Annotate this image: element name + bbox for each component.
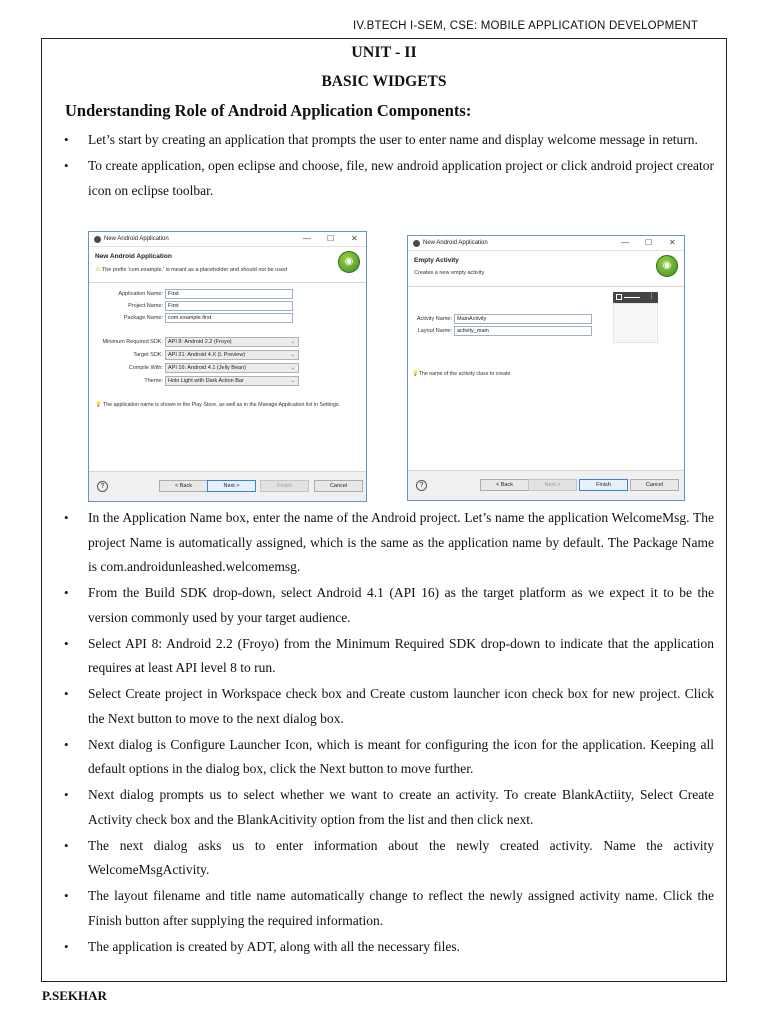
app-icon [616, 294, 622, 300]
bullet-icon: • [64, 938, 69, 954]
list-item: • Let’s start by creating an application that prompts the user to enter name and display welcome message in return. [64, 128, 714, 153]
running-header: IV.BTECH I-SEM, CSE: MOBILE APPLICATION DEVELOPMENT [353, 20, 699, 32]
empty-activity-dialog: New Android Application — ☐ ✕ Empty Activity Creates a new empty activity ◉ ⋮ Activity Name: MainActivity Layout Name: activity_main 💡The name of the activity class to create ? < Back Next > Finish Cancel [407, 235, 685, 501]
bullet-list-bottom [64, 506, 714, 961]
project-name-input[interactable]: First [165, 301, 293, 311]
target-sdk-select[interactable]: API 21: Android 4.X (L Preview) ⌄ [165, 350, 299, 360]
bullet-icon: • [64, 635, 69, 651]
close-icon[interactable]: ✕ [669, 238, 676, 247]
package-name-input[interactable]: com.example.first [165, 313, 293, 323]
eclipse-icon [94, 236, 101, 243]
chevron-down-icon: ⌄ [290, 365, 295, 371]
chevron-down-icon: ⌄ [290, 339, 295, 345]
warning-icon: ⚠ [95, 267, 101, 273]
wizard-banner [89, 247, 366, 283]
cancel-button[interactable]: Cancel [630, 479, 679, 491]
bullet-icon: • [64, 888, 69, 903]
chapter-title: BASIC WIDGETS [321, 73, 447, 90]
bullet-icon: • [64, 158, 69, 173]
minimize-icon[interactable]: — [303, 234, 311, 243]
android-logo-icon: ◉ [656, 255, 678, 277]
wizard-button-bar [89, 471, 366, 501]
list-item: • Next dialog prompts us to select whether we want to create an activity. To create BlankActiity, Select Create Activity check box and the BlankAcitivity option from the list and then click next. [64, 783, 714, 832]
list-item: • Next dialog is Configure Launcher Icon, which is meant for configuring the icon for the application. Keeping all default options in the dialog box, click the Next button to move further. [64, 733, 714, 782]
lightbulb-icon: 💡 [412, 371, 419, 377]
list-item: • Select API 8: Android 2.2 (Froyo) from the Minimum Required SDK drop-down to indicate that the application requires at least API level 8 to run. [64, 632, 714, 681]
dialog-titlebar [408, 236, 684, 251]
author-footer: P.SEKHAR [42, 988, 107, 1003]
list-item: • In the Application Name box, enter the name of the Android project. Let’s name the application WelcomeMsg. The project Name is automatically assigned, which is the same as the application name by default. The Package Name is com.androidunleashed.welcomemsg. [64, 506, 714, 580]
wizard-button-bar [408, 470, 684, 500]
application-name-input[interactable]: First [165, 289, 293, 299]
list-item: • To create application, open eclipse and choose, file, new android application project or click android project creator icon on eclipse toolbar. [64, 154, 714, 203]
close-icon[interactable]: ✕ [351, 234, 358, 243]
hint-text: 💡 The application name is shown in the Play Store, as well as in the Manage Application list in Settings. [95, 402, 341, 408]
activity-preview [613, 303, 658, 343]
bullet-icon: • [64, 787, 69, 802]
help-icon[interactable]: ? [416, 480, 427, 491]
bullet-icon: • [64, 837, 69, 853]
theme-select[interactable]: Holo Light with Dark Action Bar ⌄ [165, 376, 299, 386]
lightbulb-icon: 💡 [95, 402, 102, 408]
list-item: • From the Build SDK drop-down, select Android 4.1 (API 16) as the target platform as we expect it to be the version commonly used by your target audience. [64, 581, 714, 630]
wizard-title: Empty Activity [414, 257, 459, 264]
layout-name-input[interactable]: activity_main [454, 326, 592, 336]
overflow-menu-icon: ⋮ [648, 293, 655, 300]
back-button[interactable]: < Back [480, 479, 529, 491]
bullet-icon: • [64, 736, 69, 752]
finish-button[interactable]: Finish [579, 479, 628, 491]
help-icon[interactable]: ? [97, 481, 108, 492]
chevron-down-icon: ⌄ [290, 378, 295, 384]
list-item: • The application is created by ADT, along with all the necessary files. [64, 935, 714, 960]
back-button[interactable]: < Back [159, 480, 208, 492]
maximize-icon[interactable]: ☐ [327, 234, 335, 243]
bullet-icon: • [64, 132, 69, 147]
wizard-title: New Android Application [95, 253, 172, 260]
list-item: • The layout filename and title name automatically change to reflect the newly assigned activity name. Click the Finish button after supplying the required information. [64, 884, 714, 933]
section-heading: Understanding Role of Android Application Components: [65, 101, 472, 120]
minimize-icon[interactable]: — [621, 238, 629, 247]
minimum-sdk-select[interactable]: API 8: Android 2.2 (Froyo) ⌄ [165, 337, 299, 347]
unit-title: UNIT - II [351, 44, 417, 61]
new-android-application-dialog: New Android Application — ☐ ✕ New Android Application ⚠ The prefix 'com.example.' is meant as a placeholder and should not be used ◉ Application Name: First Project Name: First Package Name: com.example.first Minimum Required SDK: API 8: Android 2.2 (Froyo) ⌄ Target SDK: API 21: Android 4.X (L Preview) ⌄ Compile With: API 16: Android 4.1 (Jelly Bean) ⌄ Theme: Holo Light with Dark Action Bar ⌄ 💡 The application name is shown in the Play Store, as well as in the Manage Application list in Settings. ? < Back Next > Finish Cancel [88, 231, 367, 502]
dialog-titlebar [89, 232, 366, 247]
next-button[interactable]: Next > [528, 479, 577, 491]
bullet-icon: • [64, 686, 69, 701]
activity-preview-actionbar [613, 292, 658, 303]
bullet-icon: • [64, 585, 69, 600]
wizard-banner [408, 251, 684, 287]
list-item: • Select Create project in Workspace check box and Create custom launcher icon check box for new project. Click the Next button to move to the next dialog box. [64, 682, 714, 731]
cancel-button[interactable]: Cancel [314, 480, 363, 492]
hint-text: 💡The name of the activity class to create [412, 371, 511, 377]
finish-button[interactable]: Finish [260, 480, 309, 492]
window-title: New Android Application [104, 236, 169, 242]
wizard-description: ⚠ The prefix 'com.example.' is meant as a placeholder and should not be used [95, 267, 288, 273]
eclipse-icon [413, 240, 420, 247]
chevron-down-icon: ⌄ [290, 352, 295, 358]
android-logo-icon: ◉ [338, 251, 360, 273]
compile-with-select[interactable]: API 16: Android 4.1 (Jelly Bean) ⌄ [165, 363, 299, 373]
bullet-icon: • [64, 510, 69, 525]
wizard-description: Creates a new empty activity [414, 270, 485, 276]
bullet-list-top [64, 128, 714, 205]
list-item: • The next dialog asks us to enter information about the newly created activity. Name the activity WelcomeMsgActivity. [64, 834, 714, 883]
activity-name-input[interactable]: MainActivity [454, 314, 592, 324]
window-title: New Android Application [423, 240, 488, 246]
maximize-icon[interactable]: ☐ [645, 238, 653, 247]
next-button[interactable]: Next > [207, 480, 256, 492]
